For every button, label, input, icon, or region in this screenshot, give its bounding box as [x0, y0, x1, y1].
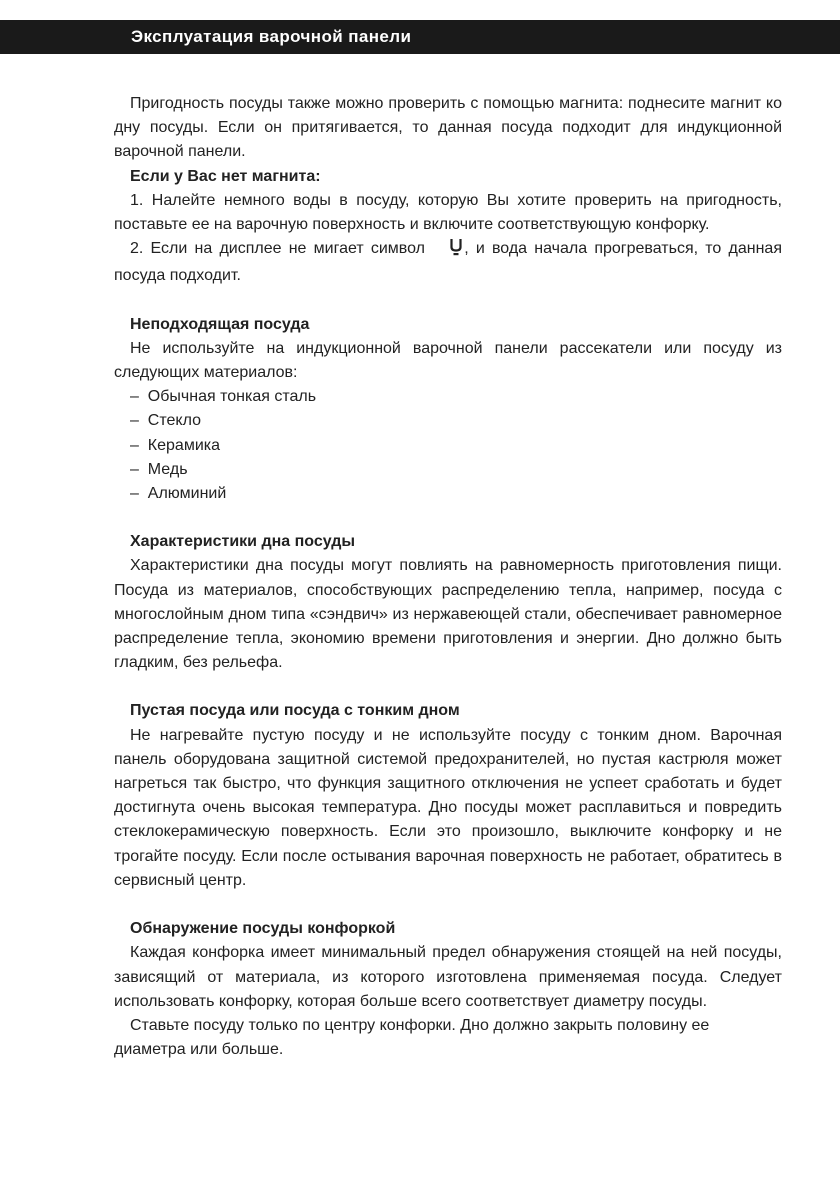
list-item: – Керамика: [130, 434, 782, 458]
empty-heading: Пустая посуда или посуда с тонким дном: [130, 702, 460, 720]
step-2-before: 2. Если на дисплее не мигает символ: [130, 240, 425, 258]
detection-text-2: Ставьте посуду только по центру конфорки. Дно должно закрыть половину ее диаметра или больше.: [114, 1016, 710, 1059]
pan-symbol-icon: [434, 238, 462, 264]
intro-paragraph: Пригодность посуды также можно проверить с помощью магнита: поднесите магнит ко дну посуды. Если он притягивается, то данная посуда подходит для индукционной варочной панели.: [114, 95, 782, 161]
empty-text: Не нагревайте пустую посуду и не используйте посуду с тонким дном. Варочная панель оборудована защитной системой предохранителей, но пустая кастрюля может нагреться так быстро, что функция защитного отключения не успеет сработать и будет достигнута очень высокая температура. Дно посуды может расплавиться и повредить стеклокерамическую поверхность. Если это произошло, выключите конфорку и не трогайте посуду. Если после остывания варочная поверхность не работает, обратитесь в сервисный центр.: [114, 726, 782, 889]
list-item: – Медь: [130, 458, 782, 482]
unsuitable-heading: Неподходящая посуда: [130, 315, 310, 333]
materials-list: [114, 385, 782, 506]
list-item: – Обычная тонкая сталь: [130, 385, 782, 409]
detection-heading: Обнаружение посуды конфоркой: [130, 920, 396, 938]
list-item: – Стекло: [130, 409, 782, 433]
header-bar: [0, 20, 840, 54]
detection-text-1: Каждая конфорка имеет минимальный предел обнаружения стоящей на ней посуды, зависящий от материала, из которого изготовлена применяемая посуда. Следует использовать конфорку, которая больше всего соответствует диаметру посуды.: [114, 944, 782, 1010]
document-body: [114, 92, 782, 1062]
bottom-heading: Характеристики дна посуды: [130, 533, 356, 551]
step-1: 1. Налейте немного воды в посуду, которую Вы хотите проверить на пригодность, поставьте ее на варочную поверхность и включите соответствующую конфорку.: [114, 191, 782, 234]
list-item: – Алюминий: [130, 482, 782, 506]
page-title: Эксплуатация варочной панели: [131, 27, 412, 46]
no-magnet-heading: Если у Вас нет магнита:: [130, 167, 321, 185]
unsuitable-text: Не используйте на индукционной варочной панели рассекатели или посуду из следующих материалов:: [114, 339, 782, 382]
bottom-text: Характеристики дна посуды могут повлиять на равномерность приготовления пищи. Посуда из материалов, способствующих распределению тепла, например, посуда с многослойным дном типа «сэндвич» из нержавеющей стали, обеспечивает равномерное распределение тепла, экономию времени приготовления и энергии. Дно должно быть гладким, без рельефа.: [114, 557, 782, 672]
step-2-after: , и вода начала прогреваться, то данная посуда подходит.: [114, 240, 782, 285]
step-2: [114, 237, 782, 288]
